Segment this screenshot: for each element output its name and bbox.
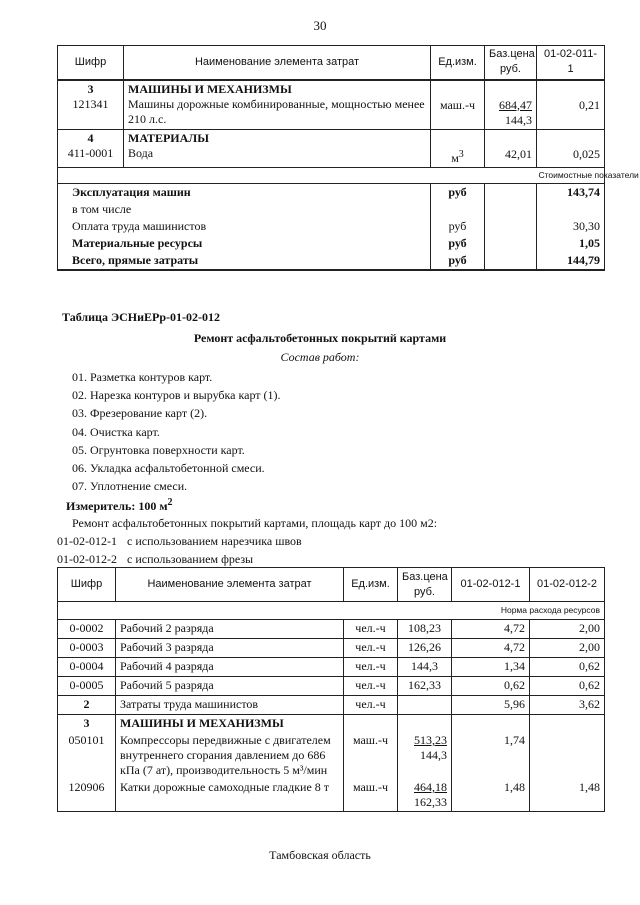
norm-label-row xyxy=(58,602,605,620)
meter-label: Измеритель: 100 $м^2$ xyxy=(66,497,173,513)
page-footer: Тамбовская область xyxy=(269,848,371,862)
resource-price: 464,18 162,33 xyxy=(398,779,452,812)
resource-unit: чел.-ч xyxy=(344,639,398,658)
section-title: МАТЕРИАЛЫ xyxy=(128,130,209,145)
cost-indicators-row xyxy=(58,167,605,183)
summary-unit: руб xyxy=(431,183,485,201)
section-row xyxy=(58,129,605,167)
summary-row xyxy=(58,201,605,218)
resource-name: Машины дорожные комбинированные, мощностью менее 210 л.с. xyxy=(128,96,425,126)
section-number: 3 xyxy=(58,715,116,733)
resource-value-2: 3,62 xyxy=(530,696,605,715)
resource-table-01-02-011 xyxy=(57,45,639,271)
summary-unit: руб xyxy=(431,218,485,235)
header-unit: Ед.изм. xyxy=(431,46,485,80)
table-header-row xyxy=(58,568,605,602)
resource-price: 108,23 xyxy=(398,620,452,639)
header-name: Наименование элемента затрат xyxy=(124,46,431,80)
summary-value: 1,05 xyxy=(537,235,605,252)
summary-name: в том числе xyxy=(58,201,431,218)
resource-unit: чел.-ч xyxy=(344,620,398,639)
header-rate-code-2: 01-02-012-2 xyxy=(530,568,605,602)
resource-value-1: 4,72 xyxy=(452,620,530,639)
labor-row xyxy=(58,658,605,677)
resource-price: 42,01 xyxy=(485,129,537,167)
summary-unit: руб xyxy=(431,235,485,252)
summary-unit xyxy=(431,201,485,218)
work-item: 07. Уплотнение смеси. xyxy=(72,479,188,494)
header-name: Наименование элемента затрат xyxy=(116,568,344,602)
resource-value: 0,21 xyxy=(537,80,605,130)
summary-value: 144,79 xyxy=(537,252,605,270)
resource-value-1: 1,74 xyxy=(452,732,530,779)
work-item: 05. Огрунтовка поверхности карт. xyxy=(72,442,245,457)
resource-price: 162,33 xyxy=(398,677,452,696)
resource-unit: маш.-ч xyxy=(431,80,485,130)
resource-code: 0-0004 xyxy=(58,658,116,677)
work-item: 03. Фрезерование карт (2). xyxy=(72,406,208,421)
variant-code: 01-02-012-2 xyxy=(57,552,117,566)
section-number: 3 121341 xyxy=(58,80,124,130)
variant-item xyxy=(57,534,302,549)
resource-name-cell xyxy=(124,129,431,167)
section-title: МАШИНЫ И МЕХАНИЗМЫ xyxy=(116,715,344,733)
summary-name: Материальные ресурсы xyxy=(58,235,431,252)
norm-label: Норма расхода ресурсов xyxy=(58,602,605,620)
resource-name: Рабочий 5 разряда xyxy=(116,677,344,696)
header-rate-code-1: 01-02-012-1 xyxy=(452,568,530,602)
labor-row xyxy=(58,639,605,658)
resource-unit: $м^3$ xyxy=(431,129,485,167)
table-title: Ремонт асфальтобетонных покрытий картами xyxy=(193,331,447,345)
variant-text: с использованием фрезы xyxy=(127,552,254,566)
resource-price: 513,23 144,3 xyxy=(398,732,452,779)
header-price: Баз.цена руб. xyxy=(485,46,537,80)
summary-row xyxy=(58,252,605,270)
resource-unit: маш.-ч xyxy=(344,779,398,812)
resource-value-1: 0,62 xyxy=(452,677,530,696)
section-row xyxy=(58,80,605,130)
cost-indicators-label: Стоимостные показатели xyxy=(537,167,605,183)
resource-name: Вода xyxy=(128,145,154,160)
resource-unit: маш.-ч xyxy=(344,732,398,779)
resource-value: 0,025 xyxy=(537,129,605,167)
summary-name: Эксплуатация машин xyxy=(58,183,431,201)
work-item: 06. Укладка асфальтобетонной смеси. xyxy=(72,460,265,475)
summary-value: 143,74 xyxy=(537,183,605,201)
resource-code: 050101 xyxy=(58,732,116,779)
resource-price: 684,47 144,3 xyxy=(485,80,537,130)
resource-unit: чел.-ч xyxy=(344,696,398,715)
resource-code: 121341 xyxy=(72,96,109,111)
section-header-row xyxy=(58,715,605,733)
header-price: Баз.цена руб. xyxy=(398,568,452,602)
resource-code: 0-0002 xyxy=(58,620,116,639)
table-identifier: Таблица ЭСНиЕРр-01-02-012 xyxy=(62,310,221,324)
resource-value-2: 1,48 xyxy=(530,779,605,812)
summary-unit: руб xyxy=(431,252,485,270)
resource-code: 0-0003 xyxy=(58,639,116,658)
resource-name: Затраты труда машинистов xyxy=(116,696,344,715)
machine-row xyxy=(58,779,605,812)
header-code: Шифр xyxy=(58,46,124,80)
resource-name: Рабочий 2 разряда xyxy=(116,620,344,639)
summary-row xyxy=(58,235,605,252)
header-code: Шифр xyxy=(58,568,116,602)
resource-code: 120906 xyxy=(58,779,116,812)
work-item: 04. Очистка карт. xyxy=(72,424,160,439)
header-rate-code: 01-02-011-1 xyxy=(537,46,605,80)
resource-name-cell xyxy=(124,80,431,130)
variant-item xyxy=(57,552,253,567)
resource-value-2: 2,00 xyxy=(530,639,605,658)
resource-value-2: 0,62 xyxy=(530,658,605,677)
resource-name: Компрессоры передвижные с двигателем внутреннего сгорания давлением до 686 кПа (7 ат), производительность 5 м³/мин xyxy=(116,732,344,779)
section-title: МАШИНЫ И МЕХАНИЗМЫ xyxy=(128,81,292,96)
operator-labor-row xyxy=(58,696,605,715)
variant-text: с использованием нарезчика швов xyxy=(127,534,302,548)
composition-title: Состав работ: xyxy=(280,350,360,364)
resource-value-2 xyxy=(530,732,605,779)
summary-row xyxy=(58,183,605,201)
table-header-row xyxy=(58,46,605,80)
summary-name: Всего, прямые затраты xyxy=(58,252,431,270)
variant-code: 01-02-012-1 xyxy=(57,534,117,548)
resource-value-2: 0,62 xyxy=(530,677,605,696)
machine-row xyxy=(58,732,605,779)
work-item: 02. Нарезка контуров и вырубка карт (1). xyxy=(72,388,281,403)
resource-table-01-02-012 xyxy=(57,567,605,812)
resource-price: 144,3 xyxy=(398,658,452,677)
work-item: 01. Разметка контуров карт. xyxy=(72,370,213,384)
page-number: 30 xyxy=(313,18,327,33)
resource-value-1: 5,96 xyxy=(452,696,530,715)
section-number: 2 xyxy=(58,696,116,715)
resource-value-1: 1,48 xyxy=(452,779,530,812)
resource-name: Катки дорожные самоходные гладкие 8 т xyxy=(116,779,344,812)
labor-row xyxy=(58,620,605,639)
description: Ремонт асфальтобетонных покрытий картами, площадь карт до 100 м2: xyxy=(72,516,438,530)
resource-unit: чел.-ч xyxy=(344,677,398,696)
resource-value-1: 4,72 xyxy=(452,639,530,658)
resource-unit: чел.-ч xyxy=(344,658,398,677)
resource-price: 126,26 xyxy=(398,639,452,658)
resource-name: Рабочий 3 разряда xyxy=(116,639,344,658)
resource-code: 411-0001 xyxy=(67,145,114,160)
resource-name: Рабочий 4 разряда xyxy=(116,658,344,677)
resource-value-1: 1,34 xyxy=(452,658,530,677)
summary-name: Оплата труда машинистов xyxy=(58,218,431,235)
works-list xyxy=(72,369,281,496)
summary-row xyxy=(58,218,605,235)
resource-code: 0-0005 xyxy=(58,677,116,696)
summary-value xyxy=(537,201,605,218)
summary-value: 30,30 xyxy=(537,218,605,235)
labor-row xyxy=(58,677,605,696)
section-number: 4 411-0001 xyxy=(58,129,124,167)
header-unit: Ед.изм. xyxy=(344,568,398,602)
resource-value-2: 2,00 xyxy=(530,620,605,639)
